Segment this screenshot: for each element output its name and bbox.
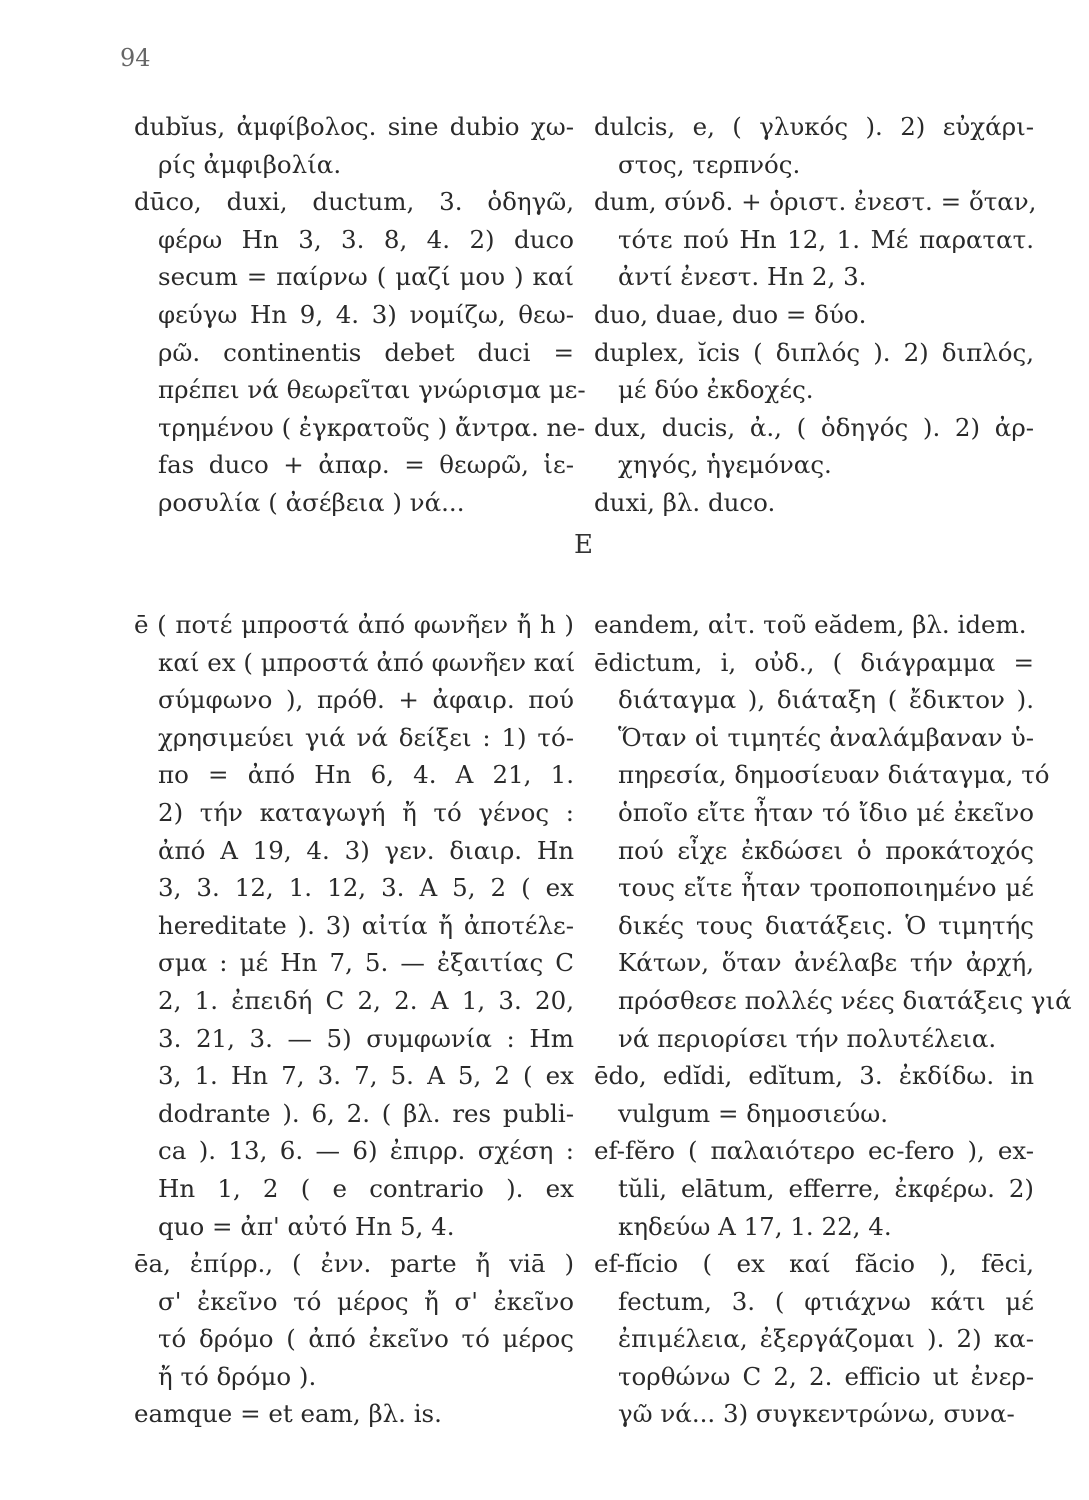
- entry-line: ef-fĕro ( παλαιότερο ec-fero ), ex-: [594, 1136, 1034, 1166]
- entry-line: ἤ τό δρόμο ).: [158, 1361, 317, 1391]
- entry-line: duxi, βλ. duco.: [594, 487, 776, 517]
- entry-line: eamque = et eam, βλ. is.: [134, 1399, 442, 1429]
- entry-line: ρίς ἀμφιβολία.: [158, 149, 342, 179]
- dictionary-entry: [134, 108, 574, 183]
- entry-line: σμα : μέ Hn 7, 5. — ἐξαιτίας C: [158, 948, 574, 978]
- entry-line: 3. 21, 3. — 5) συμφωνία : Hm: [158, 1023, 574, 1053]
- entry-line: dubĭus, ἀμφίβολος. sine dubio χω-: [134, 112, 574, 141]
- dictionary-entry: [134, 1245, 574, 1395]
- entry-line: διάταγμα ), διάταξη ( ἔδικτον ).: [618, 685, 1034, 715]
- entry-line: tŭli, elātum, efferre, ἐκφέρω. 2): [618, 1173, 1034, 1203]
- entry-line: dodrante ). 6, 2. ( βλ. res publi-: [158, 1098, 574, 1128]
- entry-line: φέρω Hn 3, 3. 8, 4. 2) duco: [158, 224, 574, 254]
- entry-line: 2, 1. ἐπειδή C 2, 2. A 1, 3. 20,: [158, 985, 574, 1015]
- column-top-left: [134, 108, 586, 522]
- column-bottom-right: [594, 606, 1072, 1433]
- dictionary-entry: [594, 1245, 1034, 1433]
- entry-line: hereditate ). 3) αἰτία ἤ ἀποτέλε-: [158, 910, 574, 940]
- entry-line: Κάτων, ὅταν ἀνέλαβε τήν ἀρχή,: [618, 948, 1034, 978]
- entry-line: ροσυλία ( ἀσέβεια ) νά...: [158, 487, 465, 517]
- entry-line: τό δρόμο ( ἀπό ἐκεῖνο τό μέρος: [158, 1324, 574, 1354]
- entry-line: secum = παίρνω ( μαζί μου ) καί: [158, 262, 574, 292]
- entry-line: φεύγω Hn 9, 4. 3) νομίζω, θεω-: [158, 299, 574, 329]
- entry-line: ē ( ποτέ μπροστά ἀπό φωνῆεν ἤ h ): [134, 610, 574, 639]
- entry-line: ἀπό A 19, 4. 3) γεν. διαιρ. Hn: [158, 835, 574, 865]
- dictionary-entry: [594, 1132, 1034, 1245]
- entry-line: 3, 3. 12, 1. 12, 3. A 5, 2 ( ex: [158, 873, 574, 903]
- column-bottom-left: [134, 606, 574, 1433]
- entry-line: duo, duae, duo = δύο.: [594, 299, 867, 329]
- entry-line: μέ δύο ἐκδοχές.: [618, 375, 814, 405]
- dictionary-entry: [594, 296, 1034, 334]
- dictionary-entry: [594, 606, 1034, 644]
- dictionary-entry: [134, 1395, 574, 1433]
- dictionary-entry: [594, 644, 1072, 1058]
- entry-line: τρημένου ( ἐγκρατοῦς ) ἄντρα. ne-: [158, 412, 586, 442]
- column-top-right: [594, 108, 1037, 522]
- entry-line: dūco, duxi, ductum, 3. ὁδηγῶ,: [134, 187, 574, 217]
- entry-line: τότε πού Hn 12, 1. Μέ παρατατ.: [618, 224, 1034, 254]
- entry-line: καί ex ( μπροστά ἀπό φωνῆεν καί: [158, 647, 576, 677]
- entry-line: dux, ducis, ἀ., ( ὁδηγός ). 2) ἀρ-: [594, 412, 1034, 442]
- entry-line: χηγός, ἡγεμόνας.: [618, 450, 832, 480]
- entry-line: ἐπιμέλεια, ἐξεργάζομαι ). 2) κα-: [618, 1324, 1034, 1354]
- entry-line: eandem, αἰτ. τοῦ eădem, βλ. idem.: [594, 610, 1027, 639]
- entry-line: 3, 1. Hn 7, 3. 7, 5. A 5, 2 ( ex: [158, 1061, 574, 1091]
- dictionary-entry: [594, 409, 1034, 484]
- entry-line: πρόσθεσε πολλές νέες διατάξεις γιά: [618, 985, 1072, 1015]
- entry-line: νά περιορίσει τήν πολυτέλεια.: [618, 1023, 997, 1053]
- dictionary-entry: [594, 334, 1034, 409]
- entry-line: ef-fĭcio ( ex καί făcio ), fēci,: [594, 1249, 1034, 1279]
- entry-line: dulcis, e, ( γλυκός ). 2) εὐχάρι-: [594, 112, 1034, 141]
- entry-line: στος, τερπνός.: [618, 149, 801, 179]
- entry-line: πού εἶχε ἐκδώσει ὁ προκάτοχός: [618, 835, 1034, 865]
- entry-line: ēdo, edĭdi, edĭtum, 3. ἐκδίδω. in: [594, 1061, 1034, 1091]
- entry-line: πρέπει νά θεωρεῖται γνώρισμα με-: [158, 375, 586, 405]
- entry-line: quo = ἀπ' αὐτό Hn 5, 4.: [158, 1211, 455, 1241]
- entry-line: κηδεύω A 17, 1. 22, 4.: [618, 1211, 892, 1241]
- entry-line: τορθώνω C 2, 2. efficio ut ἐνερ-: [618, 1361, 1034, 1391]
- entry-line: Ὅταν οἱ τιμητές ἀναλάμβαναν ὑ-: [618, 722, 1034, 752]
- dictionary-entry: [594, 108, 1034, 183]
- page-number: 94: [120, 44, 151, 72]
- entry-line: σύμφωνο ), πρόθ. + ἀφαιρ. πού: [158, 685, 574, 715]
- entry-line: τους εἴτε ἦταν τροποποιημένο μέ: [618, 873, 1034, 903]
- entry-line: Hn 1, 2 ( e contrario ). ex: [158, 1173, 574, 1203]
- entry-line: fas duco + ἀπαρ. = θεωρῶ, ἱε-: [158, 450, 574, 480]
- entry-line: vulgum = δημοσιεύω.: [618, 1098, 889, 1128]
- entry-line: duplex, ĭcis ( διπλός ). 2) διπλός,: [594, 337, 1034, 367]
- dictionary-entry: [134, 183, 586, 521]
- entry-line: σ' ἐκεῖνο τό μέρος ἤ σ' ἐκεῖνο: [158, 1286, 574, 1316]
- entry-line: ēdictum, i, οὐδ., ( διάγραμμα =: [594, 647, 1034, 677]
- entry-line: 2) τήν καταγωγή ἤ τό γένος :: [158, 797, 574, 827]
- entry-line: ca ). 13, 6. — 6) ἐπιρρ. σχέση :: [158, 1136, 574, 1166]
- dictionary-entry: [134, 606, 574, 1245]
- entry-line: ρῶ. continentis debet duci =: [158, 337, 574, 367]
- entry-line: πηρεσία, δημοσίευαν διάταγμα, τό: [618, 760, 1050, 790]
- entry-line: fectum, 3. ( φτιάχνω κάτι μέ: [618, 1286, 1034, 1316]
- entry-line: χρησιμεύει γιά νά δείξει : 1) τό-: [158, 722, 574, 752]
- section-letter: E: [574, 530, 593, 560]
- entry-line: ēa, ἐπίρρ., ( ἐνν. parte ἤ viā ): [134, 1249, 574, 1279]
- dictionary-entry: [594, 1057, 1034, 1132]
- entry-line: γῶ νά... 3) συγκεντρώνω, συνα-: [618, 1399, 1015, 1429]
- entry-line: πο = ἀπό Hn 6, 4. A 21, 1.: [158, 760, 574, 790]
- entry-line: δικές τους διατάξεις. Ὁ τιμητής: [618, 910, 1034, 940]
- entry-line: dum, σύνδ. + ὁριστ. ἐνεστ. = ὅταν,: [594, 187, 1037, 217]
- dictionary-entry: [594, 484, 1034, 522]
- entry-line: ἀντί ἐνεστ. Hn 2, 3.: [618, 262, 867, 292]
- entry-line: ὁποῖο εἴτε ἦταν τό ἴδιο μέ ἐκεῖνο: [618, 797, 1034, 827]
- dictionary-entry: [594, 183, 1037, 296]
